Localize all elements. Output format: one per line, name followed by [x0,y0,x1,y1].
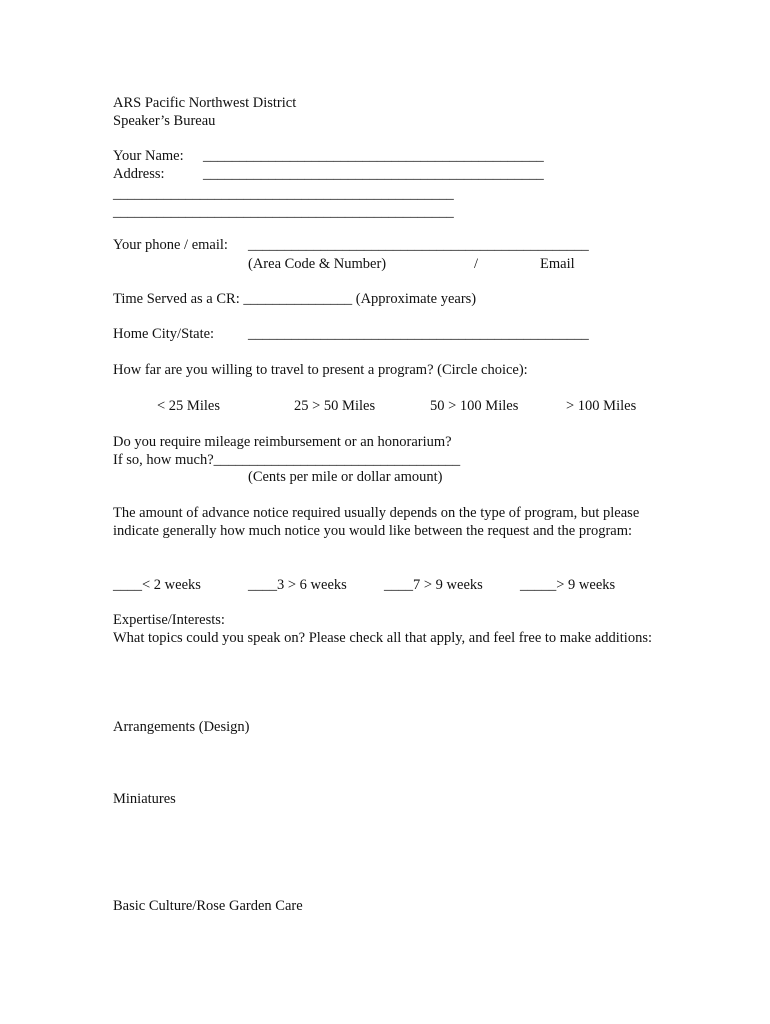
notice-option-over-9-weeks[interactable]: _____> 9 weeks [520,577,616,593]
travel-option-under-25[interactable]: < 25 Miles [157,398,220,414]
travel-option-25-50[interactable]: 25 > 50 Miles [294,398,376,414]
phone-hint-separator: / [474,256,479,272]
travel-option-over-100[interactable]: > 100 Miles [566,398,637,414]
travel-option-50-100[interactable]: 50 > 100 Miles [430,398,519,414]
topic-arrangements[interactable]: Arrangements (Design) [113,719,250,735]
email-hint: Email [540,256,575,272]
notice-question: The amount of advance notice required usually depends on the type of program, but please indicate generally how much notice you would like between the request and the program: [113,505,640,539]
form-title: Speaker’s Bureau [113,113,216,129]
notice-option-under-2-weeks[interactable]: ____< 2 weeks [113,577,201,593]
travel-question: How far are you willing to travel to present a program? (Circle choice): [113,362,528,378]
address-label: Address: [113,166,165,182]
org-name: ARS Pacific Northwest District [113,95,297,111]
address-field[interactable]: _______________________________________________ [203,166,544,182]
home-city-field[interactable]: _______________________________________________ [248,326,589,342]
address-field-line-3[interactable]: _______________________________________________ [113,204,454,220]
name-label: Your Name: [113,148,184,164]
home-city-label: Home City/State: [113,326,215,342]
phone-email-field[interactable]: _______________________________________________ [248,237,589,253]
topic-miniatures[interactable]: Miniatures [113,791,176,807]
notice-option-7-9-weeks[interactable]: ____7 > 9 weeks [384,577,483,593]
topic-basic-culture[interactable]: Basic Culture/Rose Garden Care [113,898,303,914]
expertise-heading: Expertise/Interests: [113,612,225,628]
reimbursement-hint: (Cents per mile or dollar amount) [248,469,443,485]
address-field-line-2[interactable]: _______________________________________________ [113,186,454,202]
name-field[interactable]: _______________________________________________ [203,148,544,164]
reimbursement-question: Do you require mileage reimbursement or an honorarium? [113,434,452,450]
notice-option-3-6-weeks[interactable]: ____3 > 6 weeks [248,577,347,593]
expertise-question: What topics could you speak on? Please check all that apply, and feel free to make additions: [113,630,652,646]
phone-email-label: Your phone / email: [113,237,228,253]
reimbursement-amount-field[interactable]: If so, how much?__________________________________ [113,452,461,468]
phone-hint: (Area Code & Number) [248,256,387,272]
cr-time-field[interactable]: Time Served as a CR: _______________ (Approximate years) [113,291,477,307]
